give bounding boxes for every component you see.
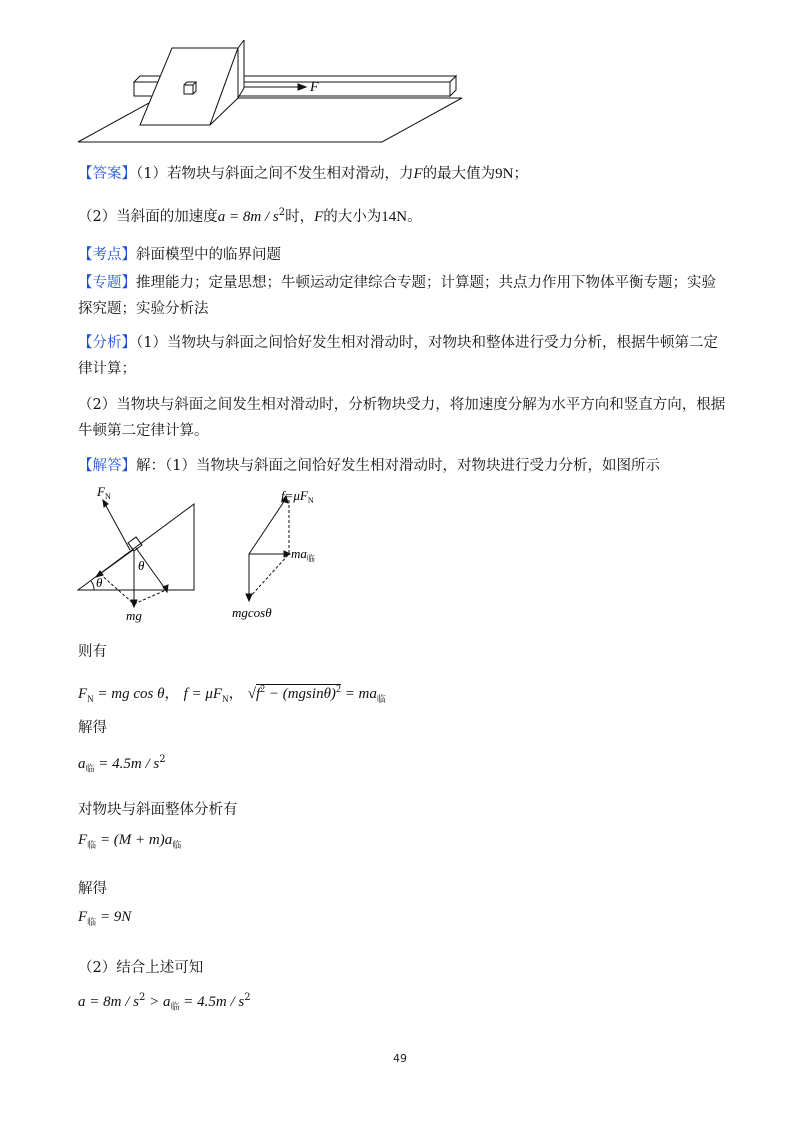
- mg-label: mg: [126, 608, 142, 623]
- zhuanti-block: 【专题】推理能力；定量思想；牛顿运动定律综合专题；计算题；共点力作用下物体平衡专题；实验探究题；实验分析法: [78, 275, 716, 317]
- zeyou-line: 则有: [78, 644, 107, 660]
- force-label: F: [310, 80, 319, 95]
- theta-label-base: θ: [96, 575, 103, 590]
- jieda-line: 【解答】解：（1）当物块与斜面之间恰好发生相对滑动时，对物块进行受力分析，如图所示: [78, 458, 660, 474]
- block: [184, 85, 193, 94]
- zhengti-line: 对物块与斜面整体分析有: [78, 802, 238, 818]
- kaodian-line: 【考点】斜面模型中的临界问题: [78, 247, 281, 263]
- ground-plane: [78, 98, 462, 142]
- friction-line: [100, 550, 133, 574]
- equation-line-4: $F_临 = (M + m)a_临$: [78, 832, 182, 851]
- fenxi-block-2: （2）当物块与斜面之间发生相对滑动时，分析物块受力，将加速度分解为水平方向和竖直方向，根据牛顿第二定律计算。: [78, 397, 726, 439]
- answer-line-2: （2）当斜面的加速度$a = 8m / s^2$时，F的大小为14N。: [78, 207, 422, 225]
- incline-rail-figure: [70, 40, 470, 150]
- theta-label-block: θ: [138, 558, 145, 573]
- result-line-2: $F_临 = 9N$: [78, 909, 132, 928]
- friction-label: $f=\mu F_N$: [281, 488, 314, 505]
- left-force-diagram: [70, 478, 210, 628]
- fenxi-block-1: 【分析】（1）当物块与斜面之间恰好发生相对滑动时，对物块和整体进行受力分析，根据牛顿第二定律计算；: [78, 335, 718, 377]
- friction-vector: [249, 500, 285, 554]
- page-number: 49: [393, 1052, 407, 1065]
- jiede-line-1: 解得: [78, 720, 107, 736]
- part2-line: （2）结合上述可知: [78, 960, 204, 976]
- normal-force-line: [105, 504, 130, 550]
- ma-label: $ma_临$: [291, 546, 315, 563]
- answer-tag: 【答案】: [78, 166, 136, 182]
- fn-label: $F_N$: [97, 484, 111, 501]
- mgcos-label: mgcosθ: [232, 605, 272, 620]
- answer-line-1: 【答案】（1）若物块与斜面之间不发生相对滑动，力F的最大值为9N；: [78, 166, 528, 182]
- equation-line-5: $a = 8m / s^2 > a_临 = 4.5m / s^2$: [78, 992, 251, 1013]
- right-force-diagram: [228, 486, 368, 626]
- result-line-1: $a_临 = 4.5m / s^2$: [78, 754, 166, 775]
- equation-line-1: $F_N$ = mg cos θ， $f = \mu F_N$， $√f^2 - (mgsin\theta)^2 = ma_临$: [78, 684, 386, 705]
- jiede-line-2: 解得: [78, 881, 107, 897]
